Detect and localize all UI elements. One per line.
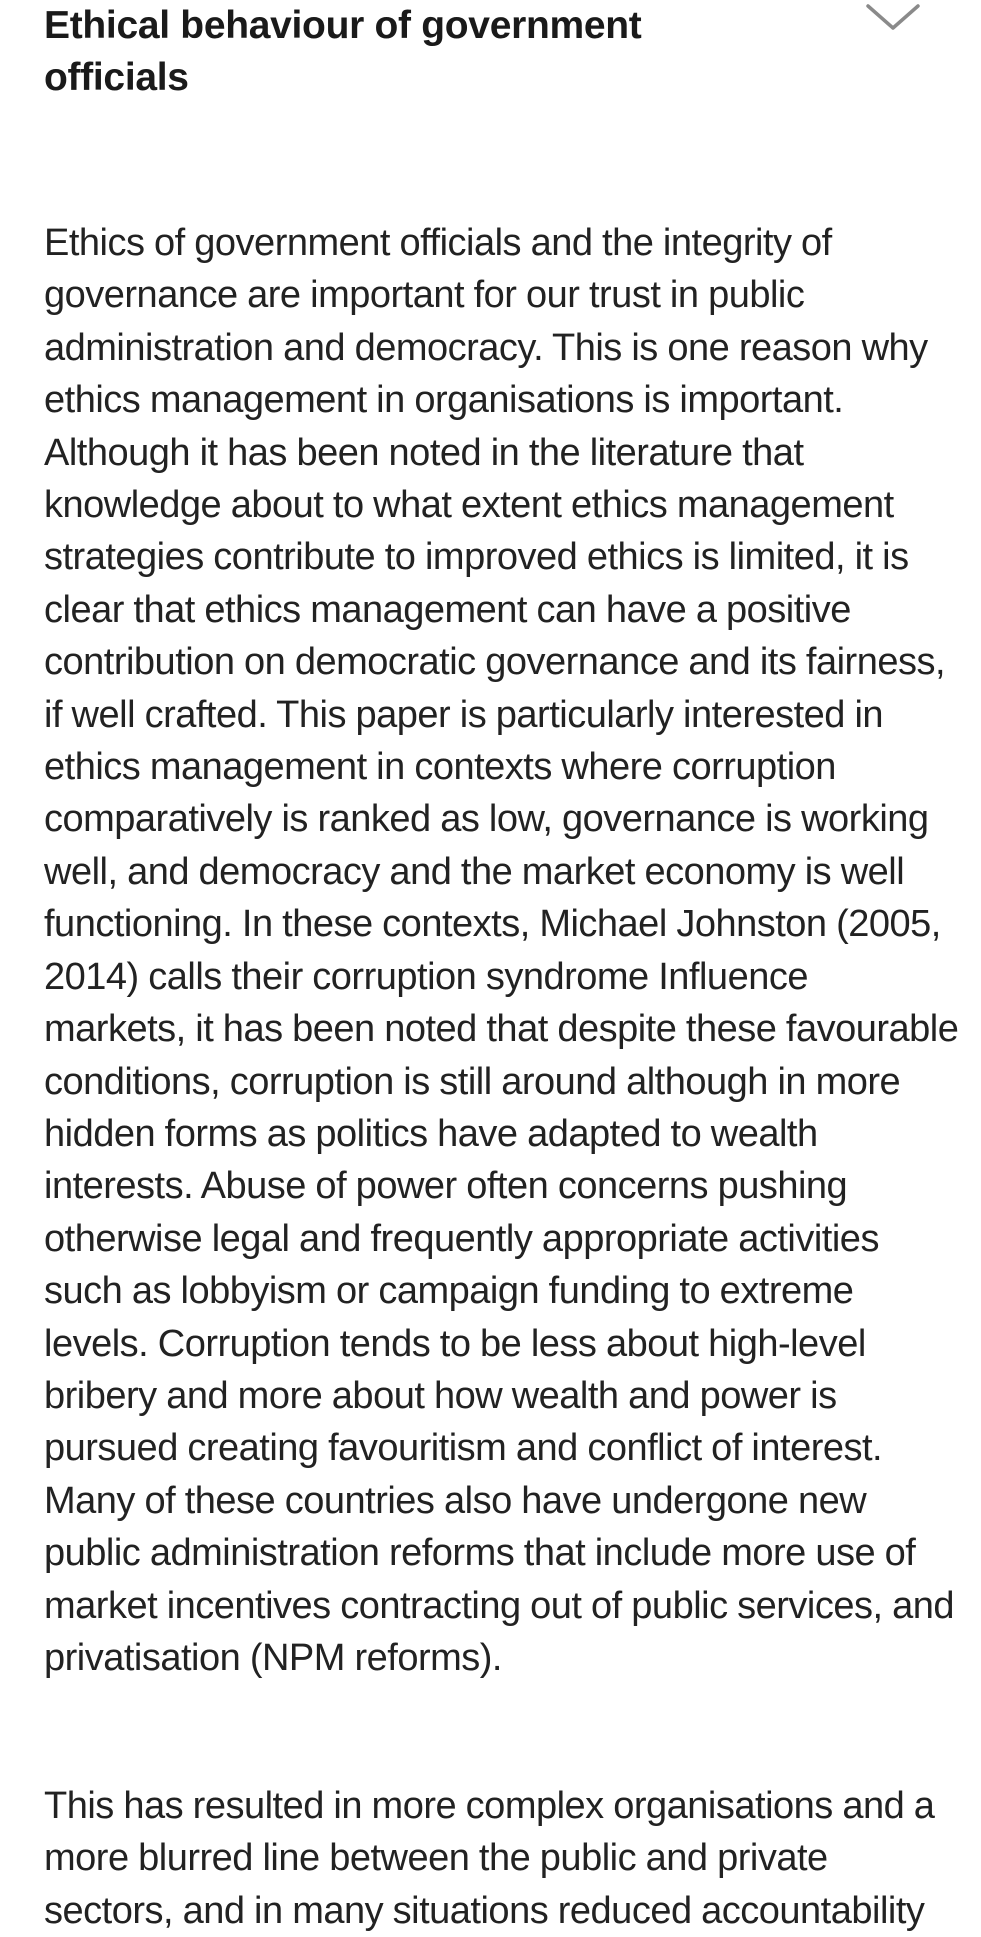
section-title: Ethical behaviour of government officials [44,4,642,99]
chevron-down-icon[interactable] [864,0,922,36]
accordion-header[interactable] [44,0,981,110]
article-paragraph: This has resulted in more complex organisations and a more blurred line between the public and private sectors, and in many situations reduced accountability [44,1785,935,1932]
article-paragraph: Ethics of government officials and the integrity of governance are important for our trust in public administration and democracy. This is one reason why ethics management in organisations is important. Although it has been noted in the literature that knowledge about to what extent ethics management strategies contribute to improved ethics is limited, it is clear that ethics management can have a positive contribution on democratic governance and its fairness, if well crafted. This paper is particularly interested in ethics management in contexts where corruption comparatively is ranked as low, governance is working well, and democracy and the market economy is well functioning. In these contexts, Michael Johnston (2005, 2014) calls their corruption syndrome Influence markets, it has been noted that despite these favourable conditions, corruption is still around although in more hidden forms as politics have adapted to wealth interests. Abuse of power often concerns pushing otherwise legal and frequently appropriate activities such as lobbyism or campaign funding to extreme levels. Corruption tends to be less about high-level bribery and more about how wealth and power is pursued creating favouritism and conflict of interest. Many of these countries also have undergone new public administration reforms that include more use of market incentives contracting out of public services, and privatisation (NPM reforms). [44,222,959,1679]
